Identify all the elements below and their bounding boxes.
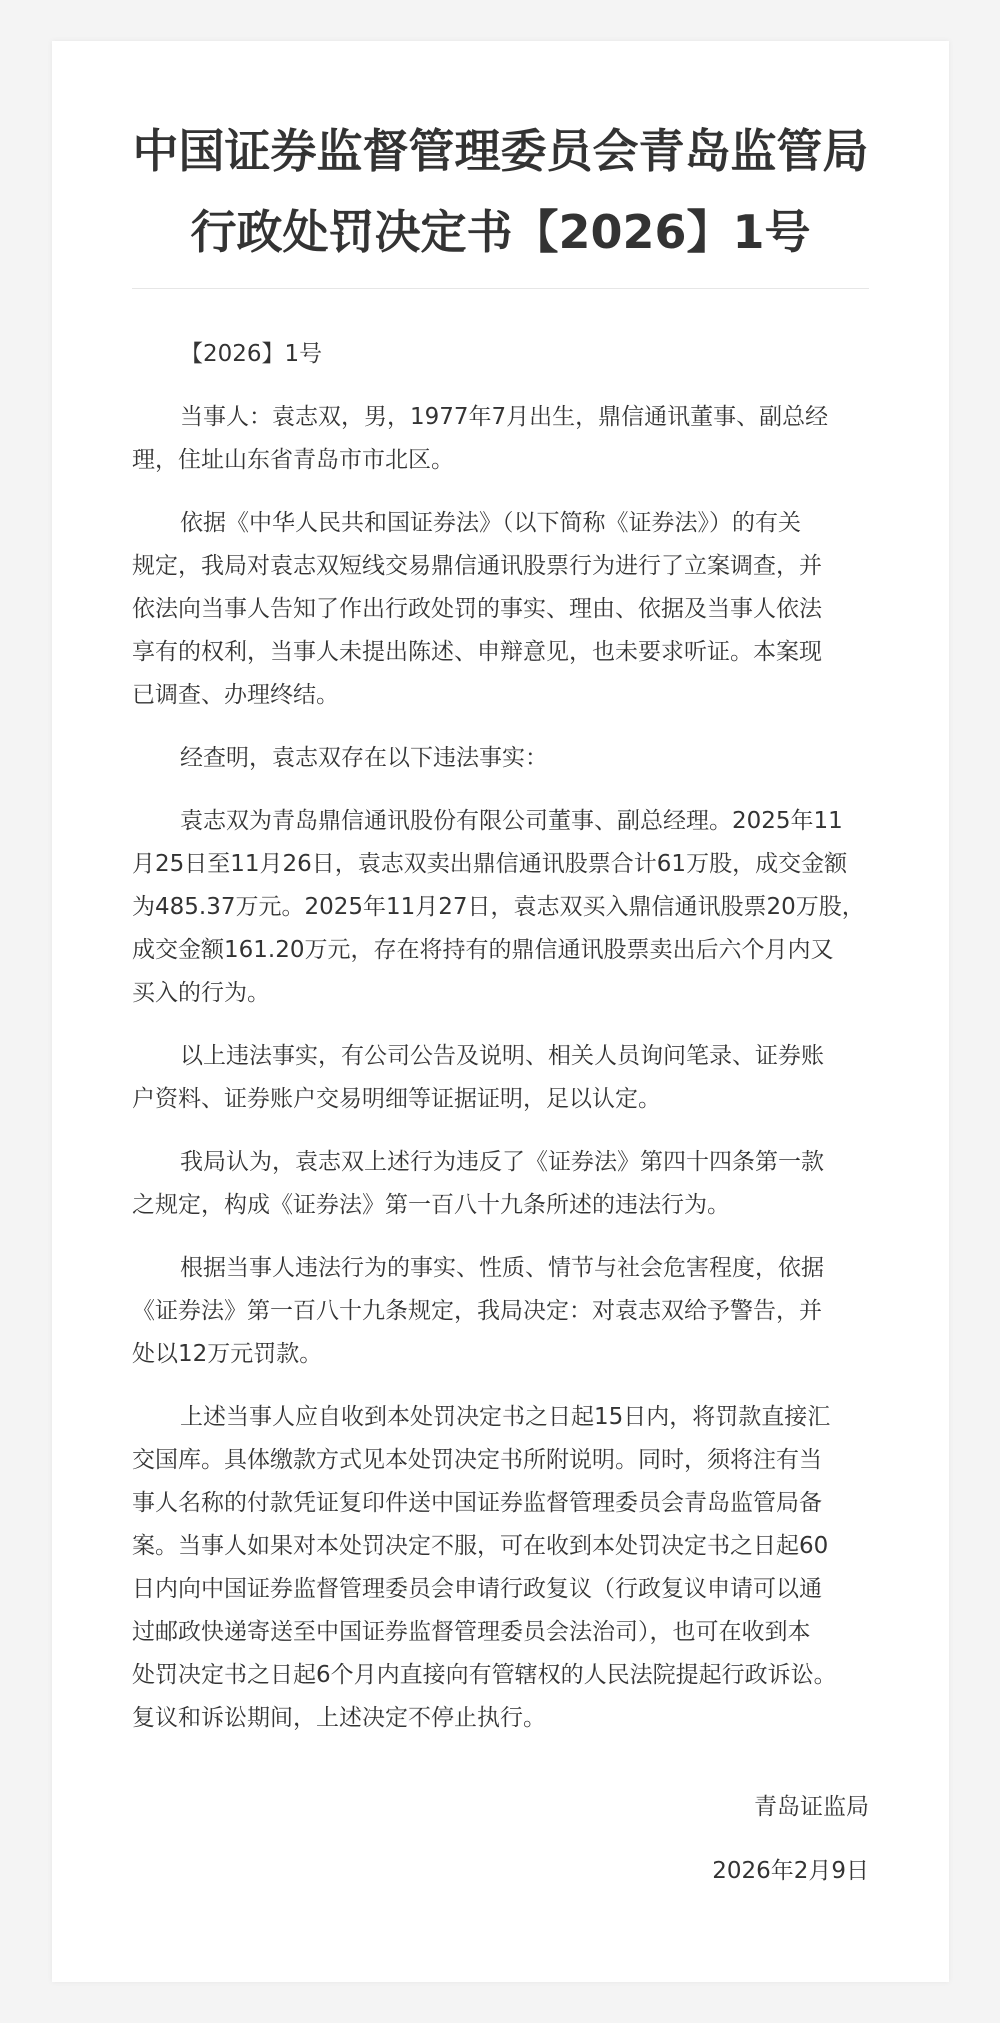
paragraph-decision: 根据当事人违法行为的事实、性质、情节与社会危害程度，依据 《证券法》第一百八十九条规定，我局决定：对袁志双给予警告，并 处以12万元罚款。: [132, 1255, 824, 1367]
signature-organization: 青岛证监局: [754, 1794, 869, 1820]
paragraph-facts: 袁志双为青岛鼎信通讯股份有限公司董事、副总经理。2025年11 月25日至11月26日，袁志双卖出鼎信通讯股票合计61万股，成交金额 为485.37万元。2025年11月27日，袁志双买入鼎信通讯股票20万股， 成交金额161.20万元，存在将持有的鼎信通讯股票卖出后六个月内又 买入的行为。: [132, 808, 865, 1006]
paragraph-findings-intro: 经查明，袁志双存在以下违法事实：: [180, 745, 548, 771]
document-body: [132, 333, 869, 1760]
paragraph-evidence: 以上违法事实，有公司公告及说明、相关人员询问笔录、证券账 户资料、证券账户交易明细等证据证明，足以认定。: [132, 1043, 824, 1112]
title-divider: [132, 288, 869, 289]
document-page: [52, 41, 949, 1982]
paragraph-doc-number: 【2026】1号: [180, 341, 323, 367]
paragraph-payment-appeal: 上述当事人应自收到本处罚决定书之日起15日内，将罚款直接汇 交国库。具体缴款方式见本处罚决定书所附说明。同时，须将注有当 事人名称的付款凭证复印件送中国证券监督管理委员会青岛监管局备 案。当事人如果对本处罚决定不服，可在收到本处罚决定书之日起60 日内向中国证券监督管理委员会申请行政复议（行政复议申请可以通 过邮政快递寄送至中国证券监督管理委员会法治司），也可在收到本 处罚决定书之日起6个月内直接向有管辖权的人民法院提起行政诉讼。 复议和诉讼期间，上述决定不停止执行。: [132, 1404, 837, 1731]
paragraph-party: 当事人：袁志双，男，1977年7月出生，鼎信通讯董事、副总经 理，住址山东省青岛市市北区。: [132, 404, 829, 473]
paragraph-basis: 依据《中华人民共和国证券法》（以下简称《证券法》）的有关 规定，我局对袁志双短线交易鼎信通讯股票行为进行了立案调查，并 依法向当事人告知了作出行政处罚的事实、理由、依据及当事人依法 享有的权利，当事人未提出陈述、申辩意见，也未要求听证。本案现 已调查、办理终结。: [132, 510, 822, 708]
document-title: 中国证券监督管理委员会青岛监管局 行政处罚决定书【2026】1号: [132, 124, 869, 259]
signature-date: 2026年2月9日: [712, 1858, 869, 1884]
paragraph-opinion: 我局认为，袁志双上述行为违反了《证券法》第四十四条第一款 之规定，构成《证券法》第一百八十九条所述的违法行为。: [132, 1149, 824, 1218]
